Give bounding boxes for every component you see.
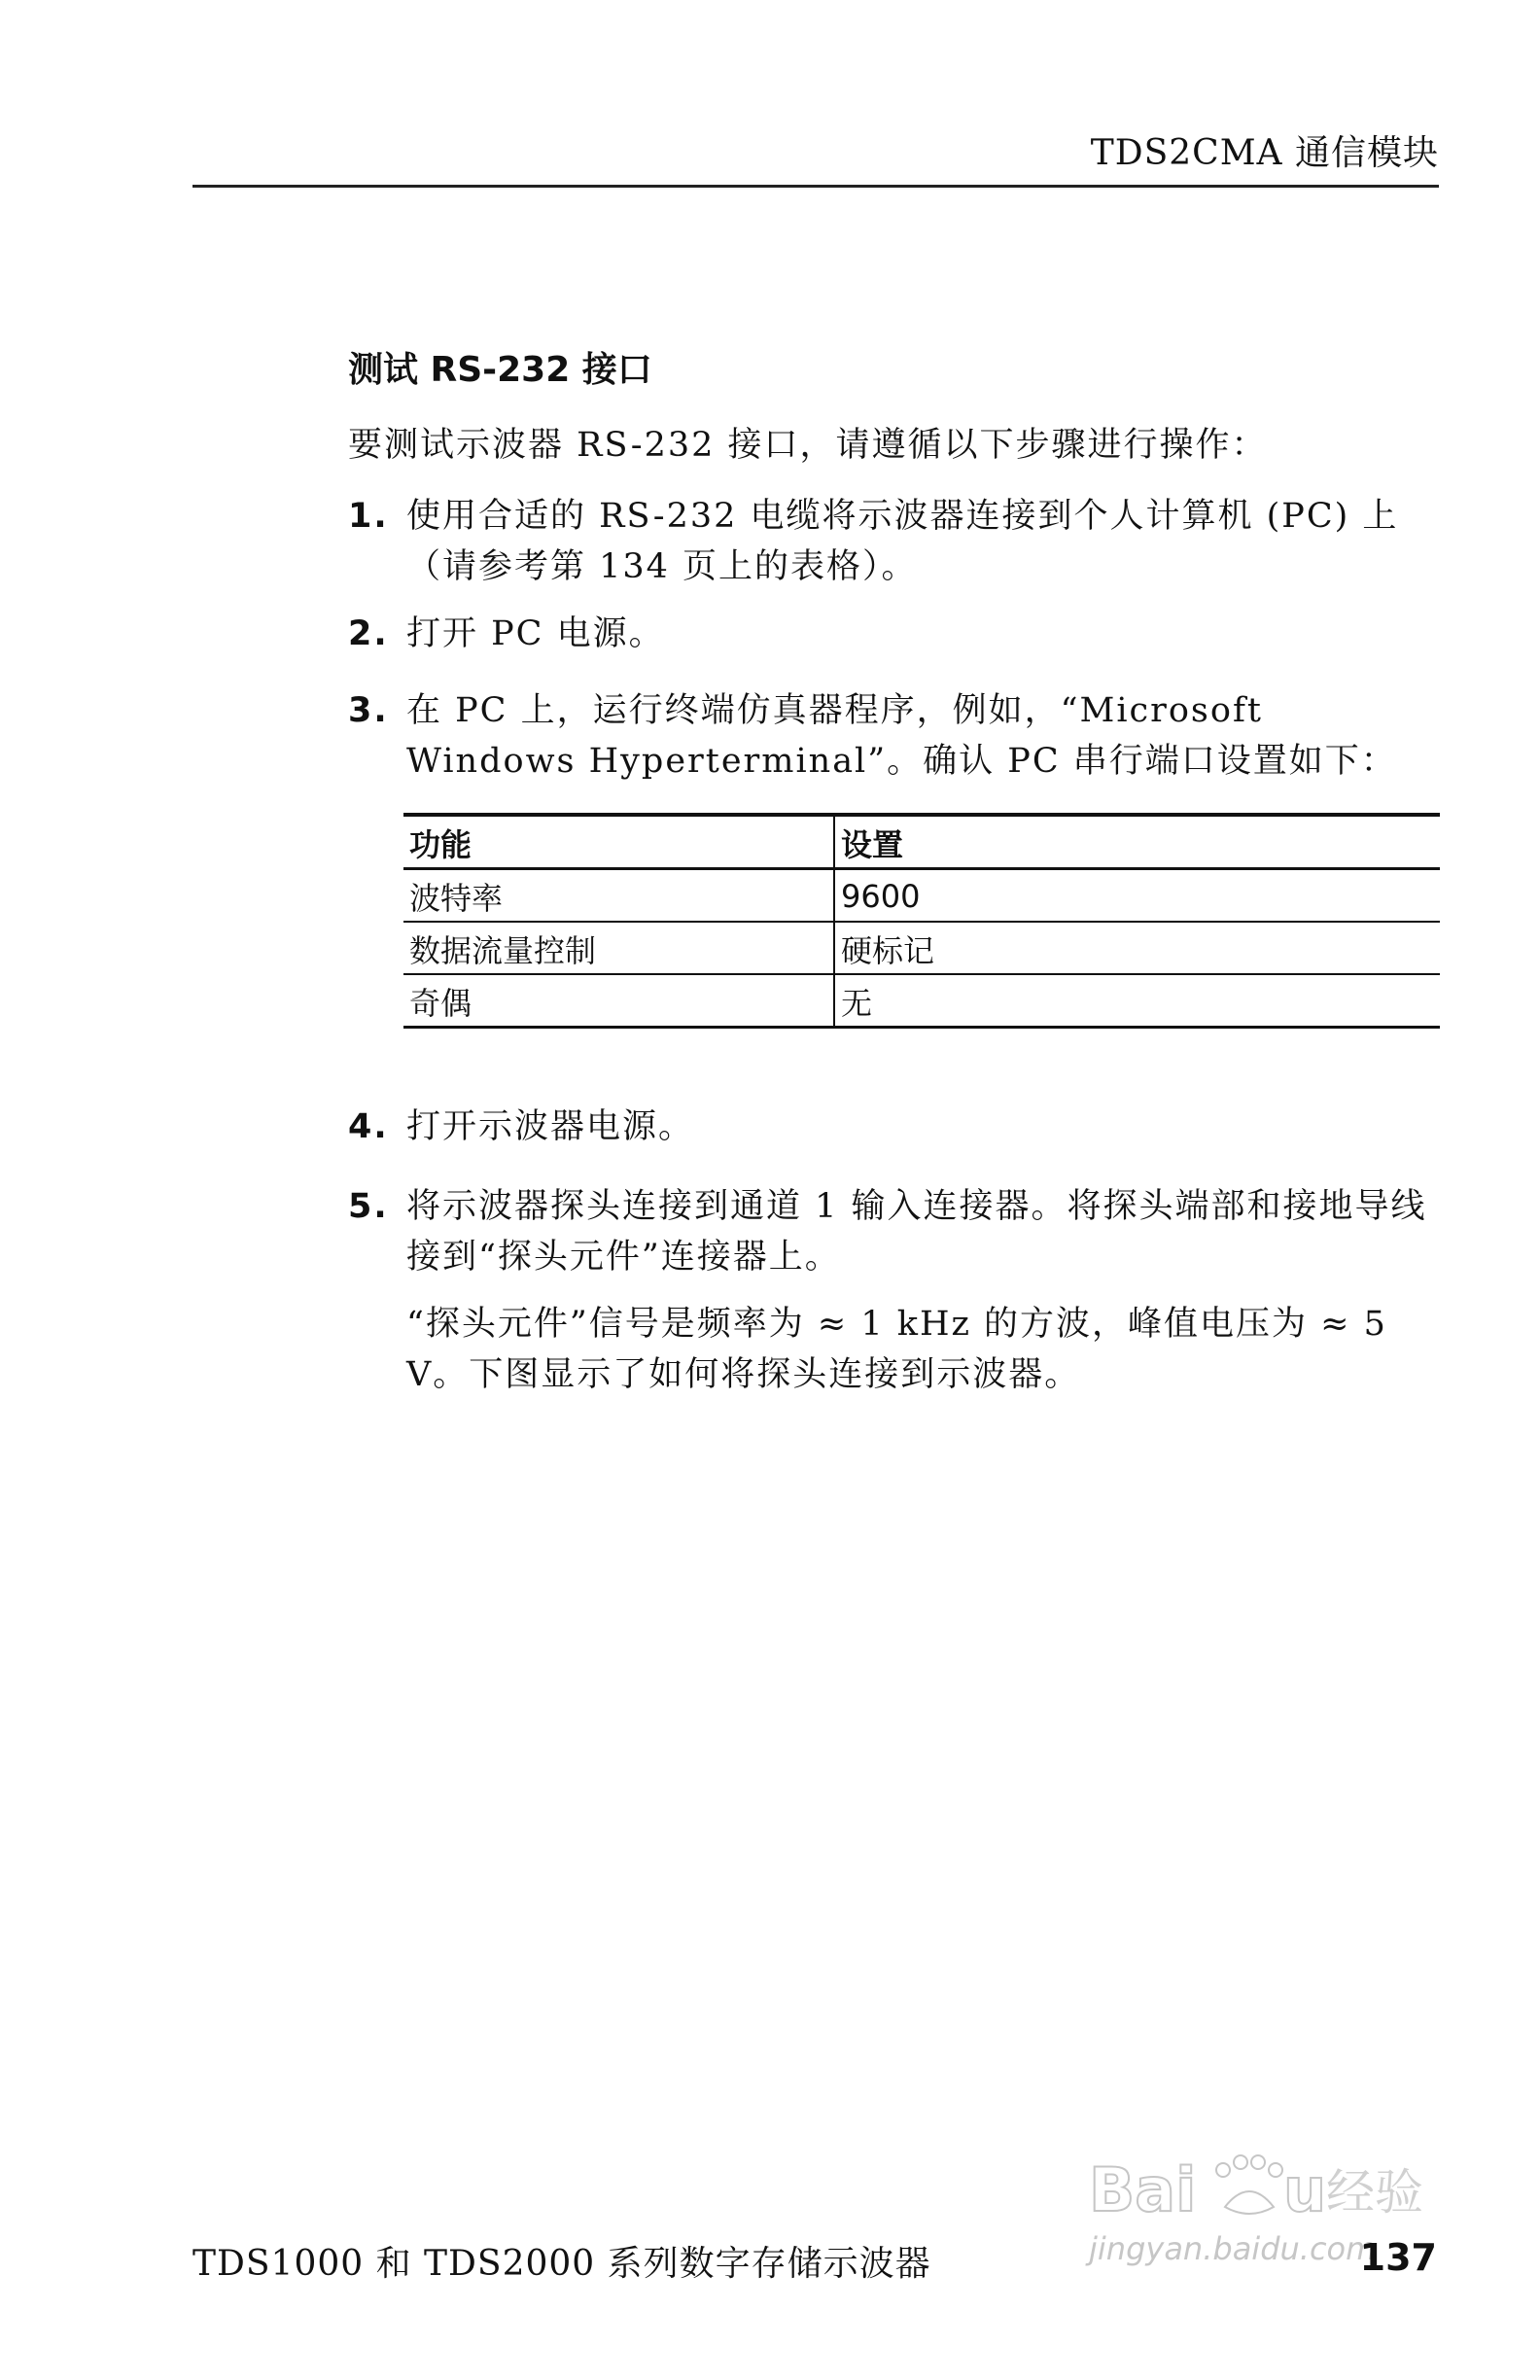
table-cell: 奇偶 xyxy=(403,974,834,1028)
step-3 xyxy=(348,685,1437,787)
step-number: 2. xyxy=(348,614,389,653)
step-text: 在 PC 上，运行终端仿真器程序，例如，“Microsoft Windows Hyperterminal”。确认 PC 串行端口设置如下： xyxy=(406,691,1397,781)
step-number: 5. xyxy=(348,1187,389,1226)
step-2 xyxy=(348,609,1437,659)
table-cell: 硬标记 xyxy=(834,922,1440,974)
table-row xyxy=(403,869,1440,923)
step-5 xyxy=(348,1181,1437,1282)
table-row xyxy=(403,922,1440,974)
step-number: 3. xyxy=(348,691,389,730)
table-cell: 无 xyxy=(834,974,1440,1028)
step-text: 打开 PC 电源。 xyxy=(406,614,665,653)
step-text: 使用合适的 RS-232 电缆将示波器连接到个人计算机 (PC) 上（请参考第 134 页上的表格）。 xyxy=(406,497,1399,586)
table-row xyxy=(403,974,1440,1028)
footer-title: TDS1000 和 TDS2000 系列数字存储示波器 xyxy=(192,2244,931,2284)
section-title: 测试 RS-232 接口 xyxy=(348,350,652,390)
section-intro: 要测试示波器 RS-232 接口，请遵循以下步骤进行操作： xyxy=(348,426,1268,465)
step-text: 打开示波器电源。 xyxy=(406,1107,695,1146)
serial-settings-table xyxy=(403,813,1440,1029)
step-number: 1. xyxy=(348,497,389,536)
page-header xyxy=(192,124,1439,188)
svg-text:经验: 经验 xyxy=(1326,2164,1423,2221)
page-number: 137 xyxy=(1359,2236,1437,2279)
probe-comp-note: “探头元件”信号是频率为 ≈ 1 kHz 的方波，峰值电压为 ≈ 5 V。下图显示了如何将探头连接到示波器。 xyxy=(406,1305,1387,1394)
step-number: 4. xyxy=(348,1107,389,1146)
step-text: 将示波器探头连接到通道 1 输入连接器。将探头端部和接地导线接到“探头元件”连接器上。 xyxy=(406,1187,1427,1277)
table-header-setting: 设置 xyxy=(834,815,1440,869)
step-4 xyxy=(348,1102,1437,1152)
table-cell: 9600 xyxy=(834,869,1440,923)
step-1 xyxy=(348,491,1437,592)
watermark-url: jingyan.baidu.com xyxy=(1089,2230,1377,2267)
table-cell: 波特率 xyxy=(403,869,834,923)
header-title: TDS2CMA 通信模块 xyxy=(1090,133,1439,173)
table-cell: 数据流量控制 xyxy=(403,922,834,974)
svg-text:Bai: Bai xyxy=(1089,2154,1197,2225)
svg-text:u: u xyxy=(1283,2154,1327,2225)
table-header-function: 功能 xyxy=(403,815,834,869)
table-header-row xyxy=(403,815,1440,869)
baidu-paw-logo-icon xyxy=(1089,2149,1439,2226)
